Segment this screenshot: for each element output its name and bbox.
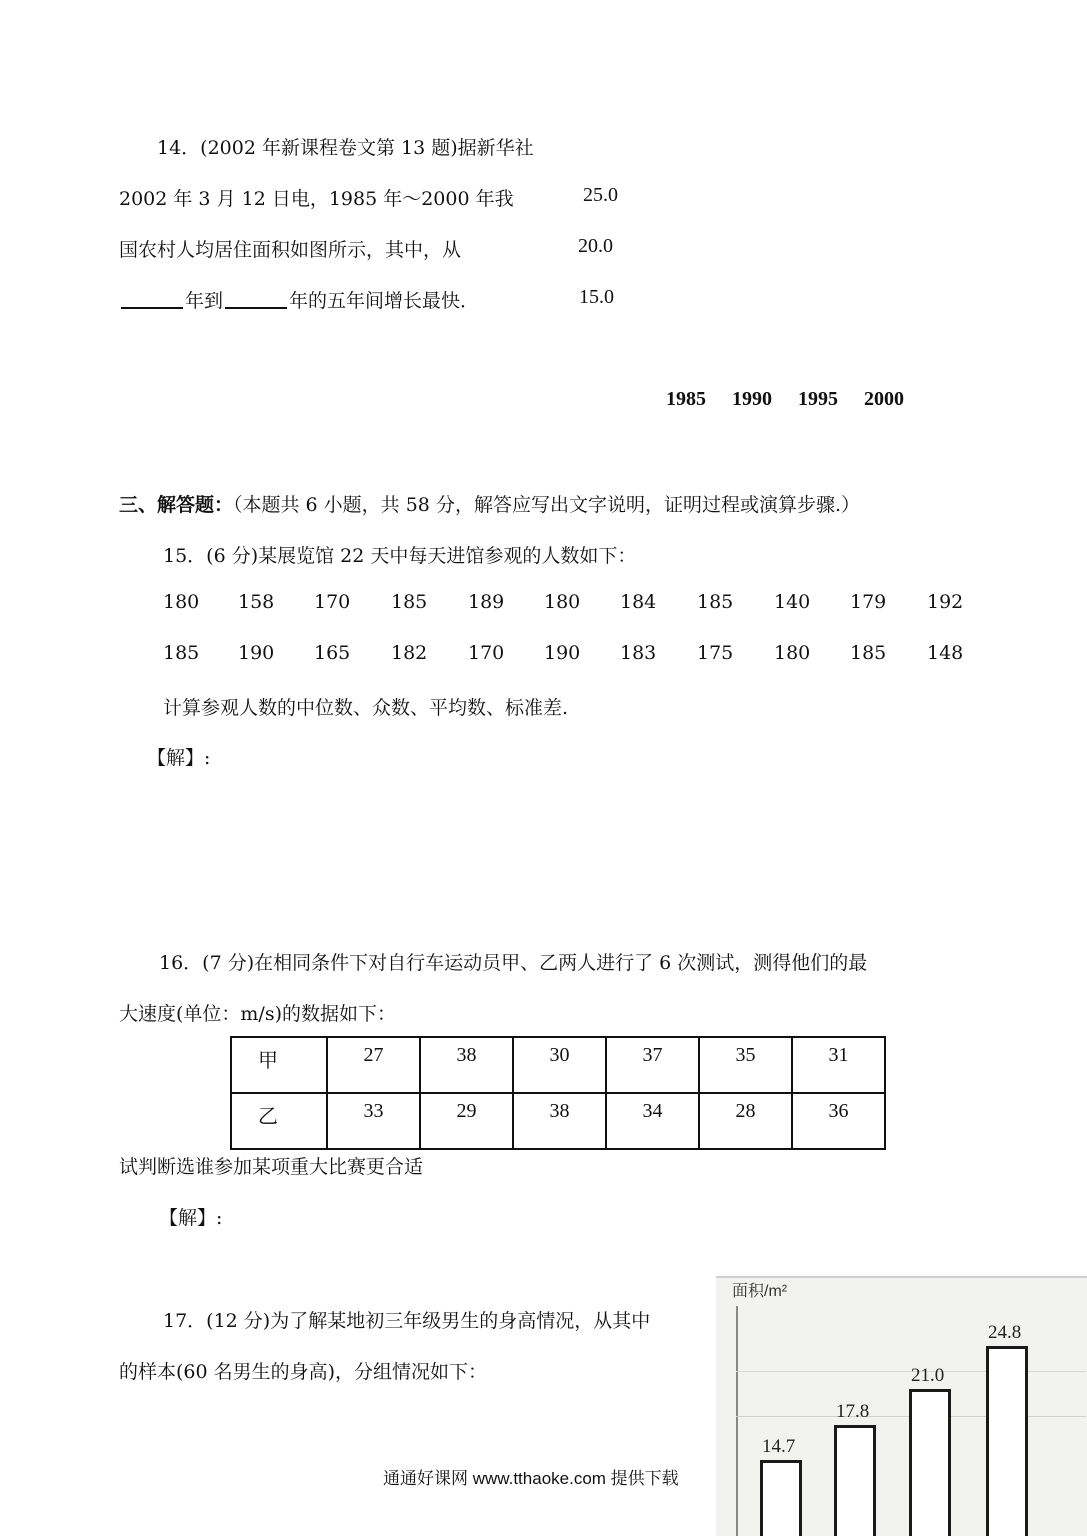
x-tick-label: 2000	[864, 388, 904, 410]
q14-line2: 2002 年 3 月 12 日电，1985 年～2000 年我	[119, 188, 514, 210]
q14-line4	[119, 286, 479, 313]
q16-answer-label: 【解】:	[159, 1207, 223, 1229]
answer-blank-2[interactable]	[225, 289, 287, 309]
data-value: 170	[314, 591, 351, 613]
q17-line1: 17．(12 分)为了解某地初三年级男生的身高情况，从其中	[163, 1310, 651, 1332]
bar-value-label: 14.7	[762, 1436, 796, 1457]
table-cell-name: 甲	[231, 1037, 327, 1093]
table-cell-name: 乙	[231, 1093, 327, 1149]
table-cell: 34	[606, 1093, 699, 1149]
table-cell: 38	[513, 1093, 606, 1149]
data-value: 185	[697, 591, 734, 613]
section-note: （本题共 6 小题，共 58 分，解答应写出文字说明，证明过程或演算步骤.）	[233, 494, 860, 516]
table-cell: 33	[327, 1093, 420, 1149]
bar	[760, 1460, 802, 1536]
table-cell: 29	[420, 1093, 513, 1149]
q14-line3: 国农村人均居住面积如图所示，其中，从	[119, 239, 462, 261]
y-tick-label: 25.0	[583, 184, 618, 206]
table-cell: 28	[699, 1093, 792, 1149]
q14-line4-end: 年的五年间增长最快．	[289, 290, 480, 312]
data-value: 184	[620, 591, 657, 613]
data-value: 190	[238, 642, 275, 664]
table-cell: 38	[420, 1037, 513, 1093]
x-tick-label: 1990	[732, 388, 772, 410]
table-cell: 27	[327, 1037, 420, 1093]
q16-line2: 大速度(单位：m/s)的数据如下：	[119, 1003, 396, 1025]
data-value: 179	[850, 591, 887, 613]
answer-blank-1[interactable]	[121, 289, 183, 309]
table-row	[231, 1037, 885, 1093]
table-cell: 37	[606, 1037, 699, 1093]
bar-value-label: 17.8	[836, 1401, 870, 1422]
section-title: 三、解答题：	[119, 494, 234, 516]
x-tick-label: 1985	[666, 388, 706, 410]
data-value: 158	[238, 591, 275, 613]
data-value: 140	[774, 591, 811, 613]
x-tick-label: 1995	[798, 388, 838, 410]
q15-data-row-2	[163, 642, 993, 668]
q15-task: 计算参观人数的中位数、众数、平均数、标准差.	[163, 697, 569, 719]
y-tick-label: 15.0	[579, 286, 614, 308]
data-value: 148	[927, 642, 964, 664]
data-value: 185	[163, 642, 200, 664]
data-value: 175	[697, 642, 734, 664]
footer-text: 通通好课网 www.tthaoke.com 提供下载	[383, 1469, 679, 1488]
scanned-bar-chart	[716, 1276, 1087, 1536]
bar	[986, 1346, 1028, 1536]
q14-line1: 14．(2002 年新课程卷文第 13 题)据新华社	[157, 137, 534, 159]
table-cell: 35	[699, 1037, 792, 1093]
data-value: 185	[850, 642, 887, 664]
data-value: 182	[391, 642, 428, 664]
chart-axis-label: 面积/m²	[732, 1283, 788, 1300]
q16-line1: 16．(7 分)在相同条件下对自行车运动员甲、乙两人进行了 6 次测试，测得他们的最	[159, 952, 868, 974]
bar-value-label: 21.0	[911, 1365, 945, 1386]
q15-answer-label: 【解】:	[147, 747, 211, 769]
data-value: 180	[774, 642, 811, 664]
data-value: 190	[544, 642, 581, 664]
table-row	[231, 1093, 885, 1149]
table-cell: 30	[513, 1037, 606, 1093]
table-cell: 36	[792, 1093, 885, 1149]
q14-line4-mid: 年到	[185, 290, 224, 312]
data-value: 189	[468, 591, 505, 613]
data-value: 170	[468, 642, 505, 664]
q15-intro: 15．(6 分)某展览馆 22 天中每天进馆参观的人数如下：	[163, 545, 637, 567]
speed-table	[230, 1036, 886, 1150]
bar-value-label: 24.8	[988, 1322, 1022, 1343]
bar	[834, 1425, 876, 1536]
table-cell: 31	[792, 1037, 885, 1093]
chart-y-axis	[736, 1306, 738, 1536]
bar	[909, 1389, 951, 1536]
data-value: 183	[620, 642, 657, 664]
data-value: 185	[391, 591, 428, 613]
data-value: 165	[314, 642, 351, 664]
y-tick-label: 20.0	[578, 235, 613, 257]
q17-line2: 的样本(60 名男生的身高)，分组情况如下：	[119, 1361, 488, 1383]
data-value: 192	[927, 591, 964, 613]
data-value: 180	[163, 591, 200, 613]
q16-question: 试判断选谁参加某项重大比赛更合适	[119, 1156, 424, 1178]
data-value: 180	[544, 591, 581, 613]
q15-data-row-1	[163, 591, 993, 617]
section-heading	[119, 490, 860, 517]
